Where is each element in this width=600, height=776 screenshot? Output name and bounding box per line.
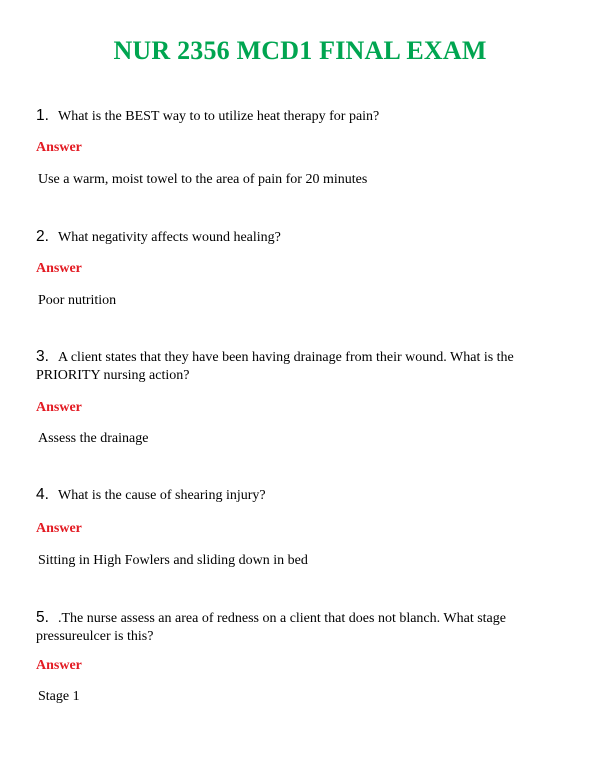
answer-label: Answer bbox=[36, 400, 82, 415]
answer-label: Answer bbox=[36, 140, 82, 155]
question-3 bbox=[36, 348, 556, 385]
answer-label: Answer bbox=[36, 521, 82, 536]
question-number: 4. bbox=[36, 486, 49, 503]
question-2 bbox=[36, 228, 556, 247]
question-text: A client states that they have been having drainage from their wound. What is the PRIORITY nursing action? bbox=[36, 350, 514, 383]
question-4 bbox=[36, 486, 556, 505]
question-block-3 bbox=[36, 348, 556, 458]
question-text: What is the cause of shearing injury? bbox=[58, 488, 266, 503]
answer-label: Answer bbox=[36, 261, 82, 276]
question-number: 5. bbox=[36, 609, 49, 626]
document-title: NUR 2356 MCD1 FINAL EXAM bbox=[113, 36, 487, 65]
question-text: What negativity affects wound healing? bbox=[58, 230, 281, 245]
question-block-2 bbox=[36, 228, 556, 318]
question-block-4 bbox=[36, 486, 556, 576]
answer-text: Sitting in High Fowlers and sliding down in bed bbox=[38, 553, 308, 568]
answer-text: Poor nutrition bbox=[38, 293, 117, 308]
question-text: .The nurse assess an area of redness on a client that does not blanch. What stage pressureulcer is this? bbox=[36, 611, 506, 644]
question-block-1 bbox=[36, 107, 556, 197]
question-5 bbox=[36, 609, 556, 646]
answer-text: Stage 1 bbox=[38, 689, 80, 704]
answer-text: Use a warm, moist towel to the area of pain for 20 minutes bbox=[38, 172, 368, 187]
answer-label: Answer bbox=[36, 658, 82, 673]
question-number: 3. bbox=[36, 348, 49, 365]
question-number: 1. bbox=[36, 107, 49, 124]
answer-text: Assess the drainage bbox=[38, 431, 149, 446]
question-number: 2. bbox=[36, 228, 49, 245]
question-1 bbox=[36, 107, 556, 126]
question-block-5 bbox=[36, 609, 556, 719]
question-text: What is the BEST way to to utilize heat therapy for pain? bbox=[58, 109, 380, 124]
